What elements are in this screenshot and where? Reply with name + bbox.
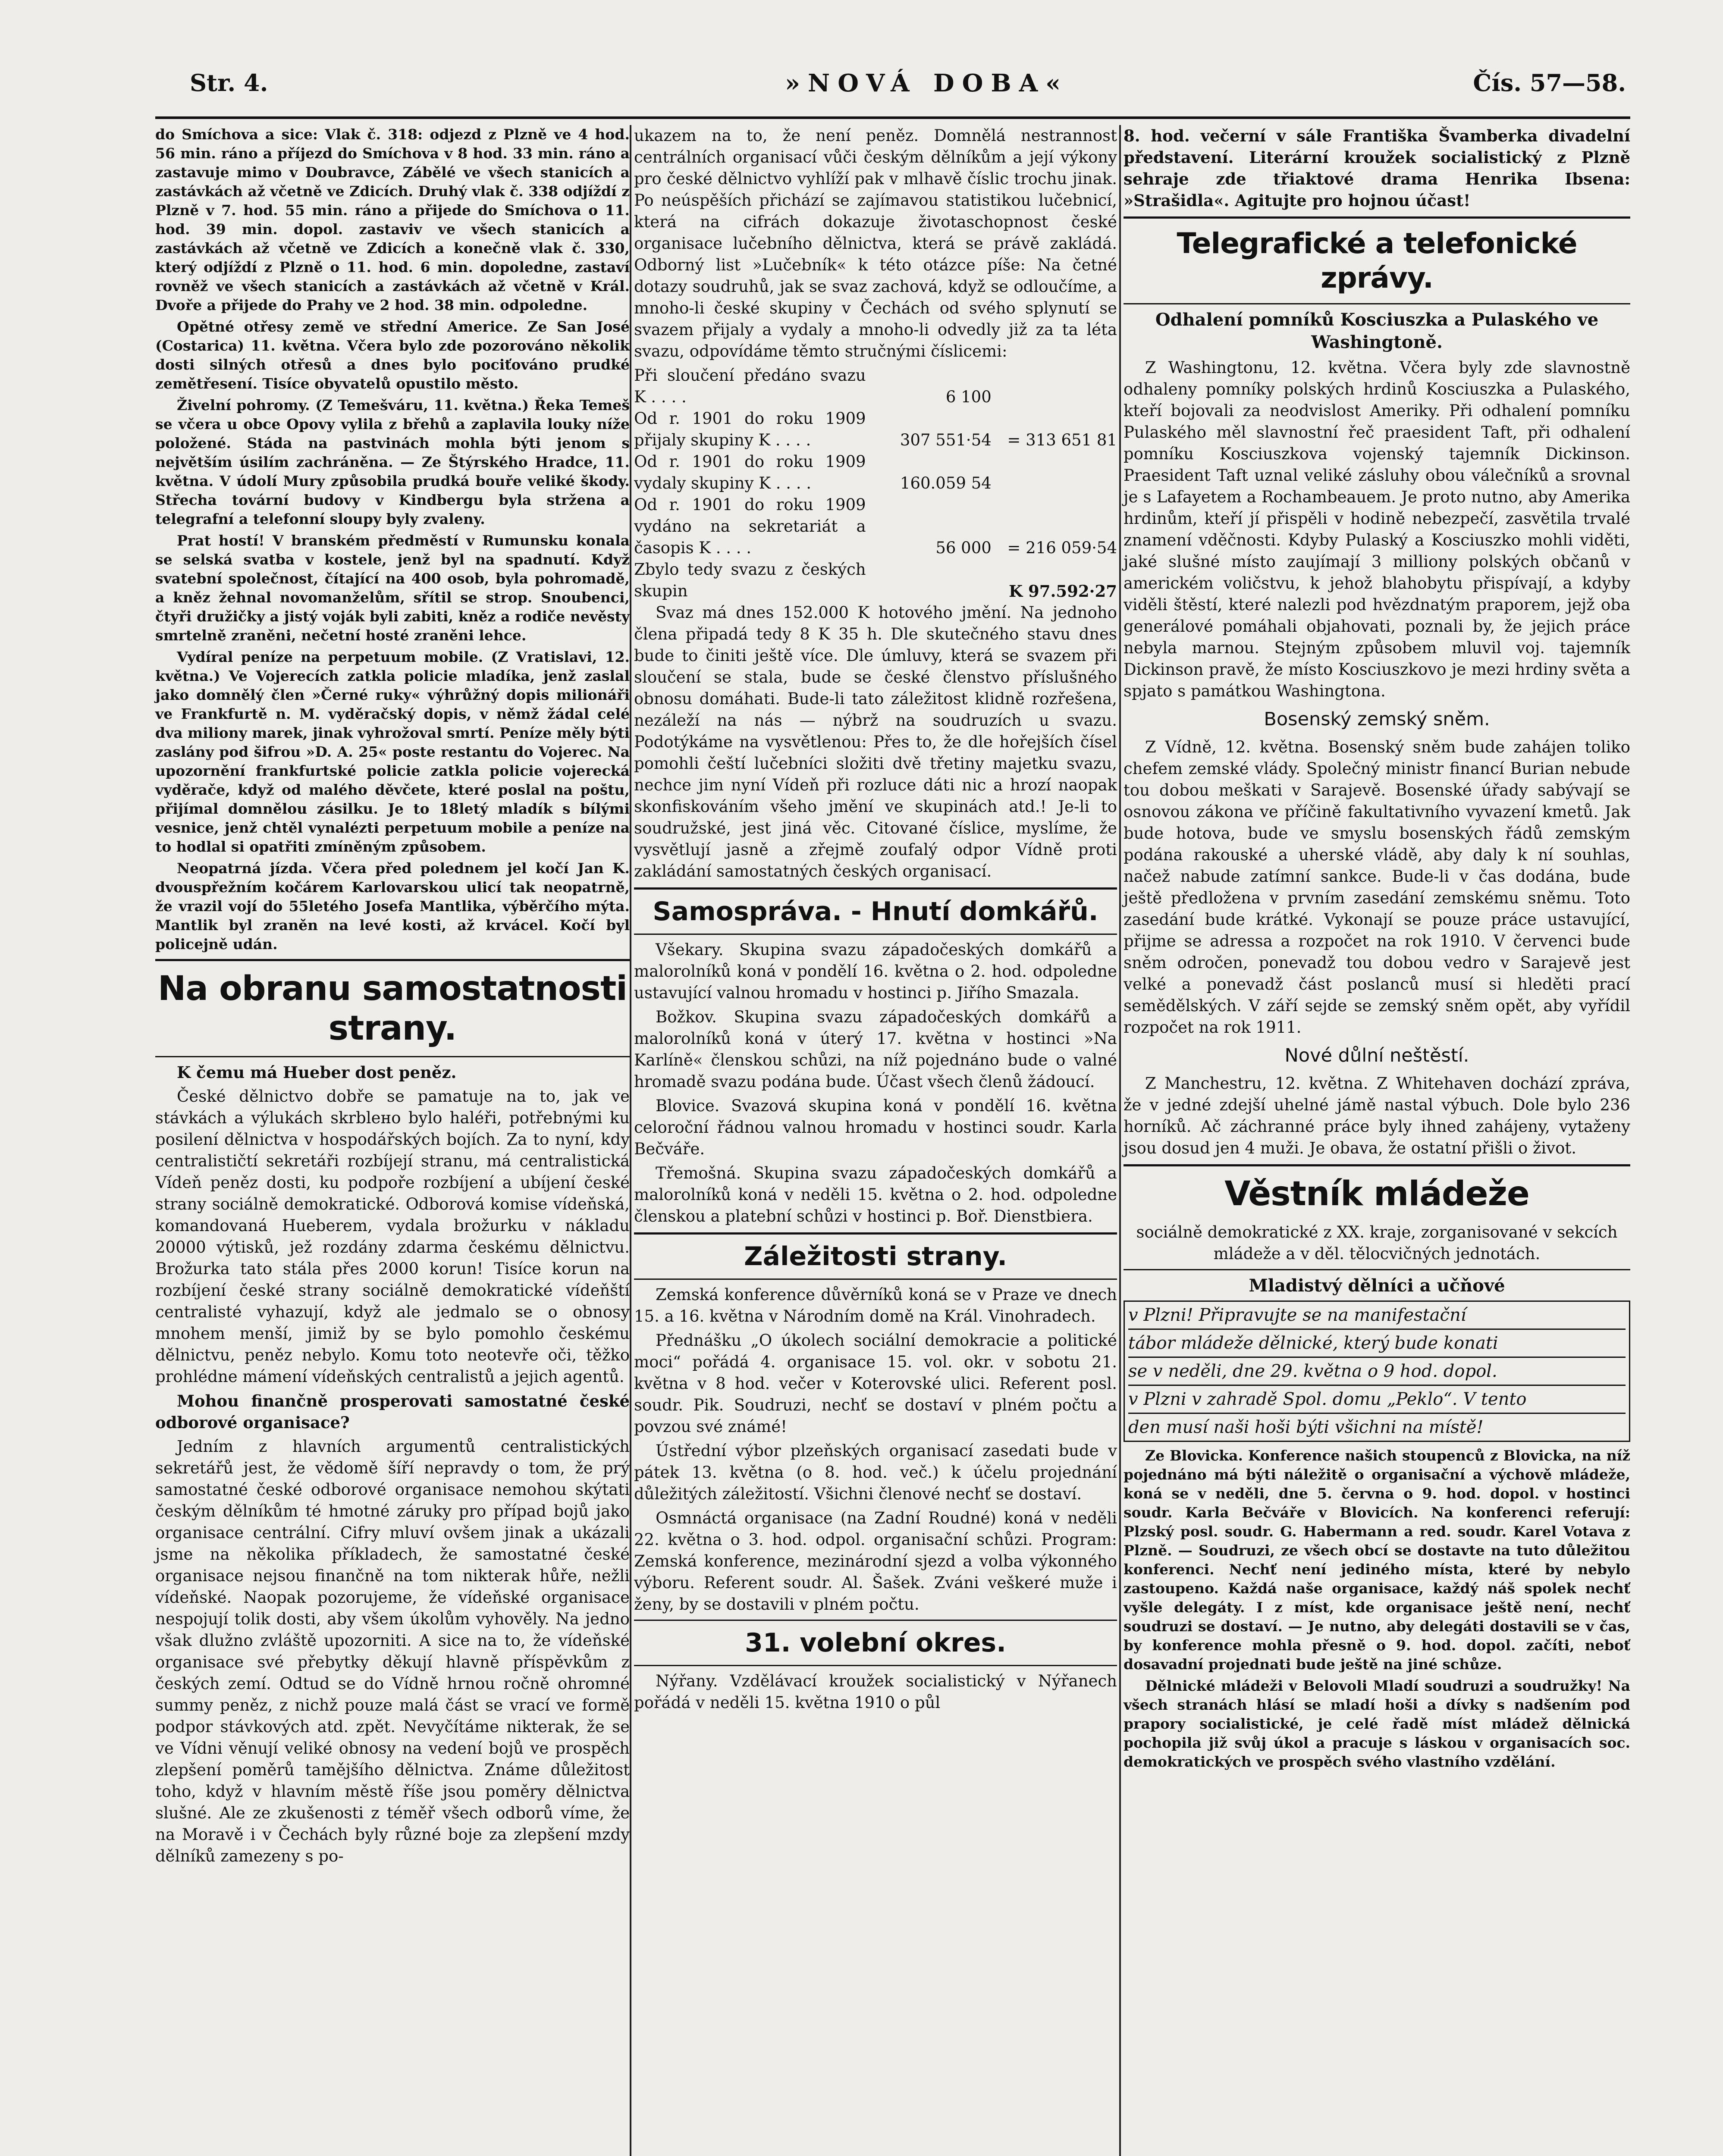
youth-blovice: Ze Blovicka. Konference našich stoupenců z Blovicka, na níž pojednáno má býti náležitě o organisační a výchově mládeže, koná se v neděli, dne 5. června o 9. hod. dopol. v hostinci soudr. Karla Bečváře v Blovicích. Na konferenci referují: Plzský posl. soudr. G. Habermann a red. soudr. Karel Votava z Plzně. — Soudruzi, ze všech obcí se dostavte na tuto důležitou konferenci. Nechť není jediného místa, které by nebylo zastoupeno. Každá naše organisace, každý náš spolek nechť vyšle delegáty. I z míst, kde organisace ještě není, nechť soudruzi se dostaví. — Je nutno, aby delegáti dostavili se v čas, by konference mohla přesně o 9. hod. dopol. začíti, neboť dosavadní projednati bude ještě na jiné schůze. xyxy=(1124,1447,1630,1673)
issue-number: Čís. 57—58. xyxy=(1473,69,1626,97)
lucebnik-after: Svaz má dnes 152.000 K hotového jmění. Na jednoho člena připadá tedy 8 K 35 h. Dle skutečného stavu dnes bude to činiti ještě více. Dle úmluvy, která se svazem při sloučení se stala, bude se české členstvo příslušného obnosu domáhati. Bude-li tato záležitost klidně rozřešena, nezáleží na nás — nýbrž na soudruzích u svazu. Podotýkáme na vysvětlenou: Přes to, že dle hořejších čísel pomohli čeští lučebníci složiti dvě třetiny majetku svazu, nechce jim nyní Vídeň při rozluce dáti nic a hrozí naopak skonfiskováním všeho jmění ve skupinách atd.! Je-li to soudružské, jest jiná věc. Citované číslice, myslíme, že vysvětlují jasně a zřejmě zoufalý odpor Vídně proti zakládání samostatných českých organisací. xyxy=(634,603,1117,881)
section-rule xyxy=(1124,1269,1630,1270)
table-row: Od r. 1901 do roku 1909 vydaly skupiny K . . . . 160.059 54 xyxy=(634,452,992,492)
section-rule xyxy=(634,1665,1117,1666)
notice-tremosna: Třemošná. Skupina svazu západočeských domkářů a malorolníků koná v neděli 15. května o 2. hod. odpoledne členskou a platební schůzi v hostinci p. Boř. Dienstbiera. xyxy=(634,1164,1117,1225)
youth-box-line: v Plzni v zahradě Spol. domu „Peklo“. V tento xyxy=(1128,1386,1626,1414)
page-header xyxy=(190,69,1626,103)
stats-table xyxy=(634,365,1117,602)
notice-blovice: Blovice. Svazová skupina koná v pondělí 16. května celoroční řádnou valnou hromadu v hostinci soudr. Karla Bečváře. xyxy=(634,1097,1117,1158)
youth-box-line: den musí naši hoši býti všichni na místě! xyxy=(1128,1417,1484,1437)
hueber-text: České dělnictvo dobře se pamatuje na to, jak ve stávkách a výlukách skrblено bylo haléři, potřebnými ku posilení dělnictva v hospodářských bojích. Za to nyní, kdy centralističtí sekretáři rozbíjejí stranu, má centralistická Vídeň peněz dosti, ku podpoře rozbíjení a ubíjení české strany sociálně demokratické. Odborová komise vídeňská, komandovaná Hueberem, vydala brožurku v nákladu 20000 výtisků, jež rozdány zdarma českému dělnictvu. Brožurka tato stála přes 2000 korun! Tisíce korun na rozbíjení české strany sociálně demokratické vídeňští centralisté vyhazují, když ale jedmalo se o obnosy mnohem menší, jimiž by se bylo pomohlo českému dělnictvu, peněz nebylo. Komu toto neotevře oči, těžko prohlédne mámení vídeňských centralistů a jejich agentů. xyxy=(155,1087,630,1386)
news-vienna: Z Vídně, 12. května. Bosenský sněm bude zahájen toliko chefem zemské vlády. Společný ministr financí Burian nebude tou dobou meškati v Sarajevě. Bosenské úřady sabývají se osnovou zákona ve příčině fakultativního vyvazení kmetů. Jak bude hotova, bude ve smyslu bosenských řádů zemským podána rakouské a uherské vládě, aby daly k ní souhlas, načež nabude zatímní sankce. Bude-li v čas dodána, bude ještě předložena v prvním zasedání zemskému sněmu. Toto zasedání bude krátké. Vykonají se pouze práce ustavující, přijme se adressa a rozpočet na rok 1910. V červenci bude sněm odročen, ponevadž tou dobou vedro v Sarajevě jest velké a ponevadž část poslanců musí si hleděti prací semědělských. V září sejde se zemský sněm opět, aby vyřídil rozpočet na rok 1911. xyxy=(1124,738,1630,1037)
newspaper-title: »NOVÁ DOBA« xyxy=(785,69,1069,97)
table-row: Zbylo tedy svazu z českých skupin K 97.592·27 xyxy=(634,560,1117,601)
article-ride: Neopatrná jízda. Včera před polednem jel kočí Jan K. dvouspřežním kočárem Karlovarskou ulicí tak neopatrně, že vrazil vojí do 55letého Josefa Mantlika, výběrčího mýta. Mantlik byl zraněn na levé kosti, až krvácel. Kočí byl policejně udán. xyxy=(155,860,630,953)
section-rule xyxy=(634,934,1117,935)
header-rule xyxy=(155,116,1630,119)
article-wedding: Prat hostí! V branském předměstí v Rumunsku konala se selská svatba v kostele, jenž byl na spadnutí. Když svatební společnost, čítající na 400 osob, byla pohromadě, a kněz žehnal novomanželům, sřítil se strop. Snoubenci, čtyři družičky a jistý voják byli zabiti, kněz a rodiče nevěsty smrtelně zraněni, nečetní hosté zraněni lehce. xyxy=(155,532,630,644)
notice-lecture: Přednášku „O úkolech sociální demokracie a politické moci“ pořádá 4. organisace 15. vol. okr. v sobotu 21. května v 8 hod. večer v Koterovské ulici. Referent posl. soudr. Pik. Soudruzi, nechť se dostaví v plném počtu a povzou své známé! xyxy=(634,1331,1117,1436)
table-row: Od r. 1901 do roku 1909 vydáno na sekretariát a časopis K . . . . 56 000 = 216 059·54 xyxy=(634,495,1117,557)
heading-youth: Věstník mládeže xyxy=(1224,1175,1529,1213)
page-number: Str. 4. xyxy=(190,69,268,97)
notice-nyrany-cont: 8. hod. večerní v sále Františka Švamberka divadelní představení. Literární kroužek socialistický z Plzně sehraje zde třiaktové drama Henrika Ibsena: »Strašidla«. Agitujte pro hojnou účast! xyxy=(1124,126,1630,210)
section-rule xyxy=(634,1279,1117,1280)
section-rule xyxy=(634,887,1117,890)
section-rule xyxy=(155,1056,630,1057)
finance-text: Jedním z hlavních argumentů centralistických sekretářů jest, že vědomě šíří nepravdy o tom, že prý samostatné české odborové organisace nemohou skýtati českým dělníkům té hmotné záruky pro případ bojů jako organisace centrální. Cifry mluví ovšem jinak a ukázali jsme na několika příkladech, že samostatné české organisace nejsou finančně na tom nikterak hůře, nežli vídeňské. Naopak pozorujeme, že vídeňské organisace nespojují tolik dosti, aby všem úkolům vyhověly. Na jedno však dlužno zvláště upozorniti. A sice na to, že vídeňské organisace své přebytky děkují hlavně příspěvkům z českých zemí. Odtud se do Vídně hrnou ročně ohromné summy peněz, z nichž pouze malá část se vrací ve formě podpor stávkových atd. zpět. Nevyčítáme nikterak, že se ve Vídni věnují veliké obnosy na vedení bojů ve prospěch zlepšení poměrů tamějšího dělnictva. Známe důležitost toho, když v hlavním městě říše jsou poměry dělnictva slušné. Ale ze zkušenosti z téměř všech odborů víme, že na Moravě i v Čechách byly různé boje za zlepšení mzdy dělníků zamezeny s po- xyxy=(155,1437,630,1865)
section-rule xyxy=(634,1232,1117,1235)
section-rule xyxy=(1124,1164,1630,1166)
notice-osmnacta: Osmnáctá organisace (na Zadní Roudné) koná v neděli 22. května o 3. hod. odpol. organisační schůzi. Program: Zemská konference, mezinárodní sjezd a volba výkonného výboru. Referent soudr. Al. Šašek. Zváni veškeré muže i ženy, by se dostavili v plném počtu. xyxy=(634,1509,1117,1614)
section-rule xyxy=(1124,303,1630,304)
finance-title: Mohou finančně prosperovati samostatné české odborové organisace? xyxy=(155,1391,630,1432)
table-row: Od r. 1901 do roku 1909 přijaly skupiny K . . . . 307 551·54 = 313 651 81 xyxy=(634,409,1117,449)
youth-box-line: v Plzni! Připravujte se na manifestační xyxy=(1128,1302,1626,1330)
table-row: Při sloučení předáno svazu K . . . . 6 100 xyxy=(634,366,992,406)
subheading-bosnia: Bosenský zemský sněm. xyxy=(1264,708,1490,730)
heading-district: 31. volební okres. xyxy=(745,1628,1006,1658)
notice-committee: Ústřední výbor plzeňských organisací zasedati bude v pátek 13. května (o 8. hod. več.) k účelu projednání důležitých záležitostí. Všichni členové nechť se dostaví. xyxy=(634,1442,1117,1503)
hueber-title: K čemu má Hueber dost peněz. xyxy=(177,1063,457,1082)
youth-box-line: tábor mládeže dělnické, který bude konati xyxy=(1128,1330,1626,1358)
column-divider xyxy=(1119,125,1121,2156)
article-quake: Opětné otřesy země ve střední Americe. Ze San José (Costarica) 11. května. Včera bylo zde pozorováno několik dosti silných otřesů a dnes bylo pociťováno prudké zemětřesení. Tisíce obyvatelů opustilo město. xyxy=(155,318,630,392)
notice-vsekary: Všekary. Skupina svazu západočeských domkářů a malorolníků koná v pondělí 16. května o 2. hod. odpoledne ustavující valnou hromadu v hostinci p. Jiřího Smazala. xyxy=(634,940,1117,1002)
article-floods: Živelní pohromy. (Z Temešváru, 11. května.) Řeka Temeš se včera u obce Opovy vylila z břehů a zaplavila louky níže položené. Stáda na pastvinách mohla býti jenom s největším úsilím zachráněna. — Ze Štýrského Hradce, 11. května. V údolí Mury způsobila prudká bouře veliké škody. Střecha tovární budovy v Kindbergu byla stržena a telegrafní a telefonní sloupy byly zvaleny. xyxy=(155,397,630,527)
youth-title: Mladistvý dělníci a učňové xyxy=(1249,1275,1505,1296)
lucebnik-intro: ukazem na to, že není peněz. Domnělá nestrannost centrálních organisací vůči českým dělníkům a její výkony pro české dělnictvo vyhlíží pak v mlhavě číslic trochu jinak. Po neúspěších přichází se zajímavou statistikou lučebnicí, která na cifrách dokazuje životaschopnost české organisace lučebního dělnictva, která se právě zakládá. Odborný list »Lučebník« k této otázce píše: Na četné dotazy soudruhů, jak se svaz zachová, když se odloučíme, a mnoho-li české skupiny v Čechách od svého splynutí se svazem přijaly a vydaly a mnoho-li odvedly již za ta léta svazu, odpovídáme těmto stručnými číslicemi: xyxy=(634,126,1117,360)
column-3 xyxy=(1124,125,1630,1774)
youth-announcement-box xyxy=(1124,1300,1630,1442)
heading-self-government: Samospráva. - Hnutí domkářů. xyxy=(653,896,1098,927)
notice-nyrany: Nýřany. Vzdělávací kroužek socialistický v Nýřanech pořádá v neděli 15. května 1910 o půl xyxy=(634,1672,1117,1712)
news-manchester: Z Manchestru, 12. května. Z Whitehaven dochází zpráva, že v jedné zdejší uhelné jámě nastal výbuch. Dole bylo 236 horníků. Ač záchranné práce byly ihned zahájeny, vytaženy jsou dosud jen 4 muži. Je obava, že ostatní přišli o život. xyxy=(1124,1074,1630,1157)
heading-defense: Na obranu samostatnosti strany. xyxy=(158,969,627,1048)
column-divider xyxy=(630,125,631,2156)
section-rule xyxy=(1124,216,1630,219)
column-1 xyxy=(155,125,630,1870)
section-rule xyxy=(155,959,630,961)
news-washington: Z Washingtonu, 12. května. Včera byly zde slavnostně odhaleny pomníky polských hrdinů Kosciuszka a Pulaského, kteří bojovali za neodvislost Ameriky. Při odhalení pomníku Pulaského měl slavnostní řeč praesident Taft, při odhalení pomníku Kosciuszkova vojenský tajemník Dickinson. Praesident Taft uznal veliké zásluhy obou válečníků a srovnal je s Lafayetem a Rochambeauem. Je proto nutno, aby Amerika hrdinům, kteří jí přispěli v hodině nebezpečí, zasvětila trvalé znamení vděčnosti. Kdyby Pulaský a Kosciuszko mohli viděti, jaké slušné místo zaujímají 3 milliony polských občanů v americkém voličstvu, k jehož blahobytu přispívají, a kdyby viděli štěstí, které nalezli pod hvězdnatým praporem, jejž oba generálové pomáhali objahovati, poznali by, že jejich práce nebyla marnou. Stejným způsobem mluvil voj. tajemník Dickinson pravě, že místo Kosciuszkovo je mezi hrdiny světa a spjato s památkou Washingtona. xyxy=(1124,358,1630,700)
section-rule xyxy=(634,1620,1117,1621)
article-trains: do Smíchova a sice: Vlak č. 318: odjezd z Plzně ve 4 hod. 56 min. ráno a příjezd do Smíchova v 8 hod. 33 min. ráno a zastavuje mimo v Doubravce, Zábělé ve všech stanicích a zastávkách až včetně ve Zdicích. Druhý vlak č. 338 odjíždí z Plzně v 7. hod. 55 min. ráno a přijede do Smíchova o 11. hod. 39 min. dopol. zastaviv ve všech stanicích a zastávkách až včetně ve Zdicích a konečně vlak č. 330, který odjíždí z Plzně o 11. hod. 6 min. dopoledne, zastaví rovněž ve všech stanicích a zastávkách až včetně v Král. Dvoře a přijede do Prahy ve 2 hod. 38 min. odpoledne. xyxy=(155,126,630,313)
notice-bozkov: Božkov. Skupina svazu západočeských domkářů a malorolníků koná v úterý 17. května v hostinci »Na Karlíně« členskou schůzi, na níž pojednáno bude o valné hromadě svazu podána bude. Účast všech členů žádoucí. xyxy=(634,1008,1117,1091)
column-2 xyxy=(634,125,1117,1716)
notice-conference: Zemská konference důvěrníků koná se v Praze ve dnech 15. a 16. května v Národním domě na Král. Vinohradech. xyxy=(634,1285,1117,1326)
youth-belovo: Dělnické mládeži v Belovoli Mladí soudruzi a soudružky! Na všech stranách hlásí se mladí hoši a dívky s nadšením pod prapory socialistické, je celé řadě míst mládež dělnická pochopila již svůj úkol a pracuje s láskou v organisacích soc. demokratických ve prospěch svého vlastního vzdělání. xyxy=(1124,1677,1630,1770)
subheading-mine: Nové důlní neštěstí. xyxy=(1284,1045,1469,1066)
youth-subtitle: sociálně demokratické z XX. kraje, zorganisované v sekcích mládeže a v děl. tělocvičných jednotách. xyxy=(1136,1223,1618,1263)
heading-party-affairs: Záležitosti strany. xyxy=(744,1241,1007,1272)
subheading-monument: Odhalení pomníků Kosciuszka a Pulaského ve Washingtoně. xyxy=(1155,310,1599,352)
article-perpetuum: Vydíral peníze na perpetuum mobile. (Z Vratislavi, 12. května.) Ve Vojerecích zatkla policie mladíka, jenž zaslal jako domnělý člen »Černé ruky« výhrůžný dopis milionáři ve Frankfurtě n. M. vyděračský dopis, v němž žádal celé dva miliony marek, jinak vyhrožoval smrtí. Peníze měly býti zaslány pod šifrou »D. A. 25« poste restantu do Vojerec. Na upozornění frankfurtské policie zatkla policie vojerecká vyděrače, když od malého děvčete, které poslal na poštu, přijímal domnělou zásilku. Je to 18letý mladík s bílými vesnice, jenž chtěl vynalézti perpetuum mobile a peníze na to hodlal si opatřiti zmíněným způsobem. xyxy=(155,649,630,855)
youth-box-line: se v neděli, dne 29. května o 9 hod. dopol. xyxy=(1128,1358,1626,1386)
heading-telegraph: Telegrafické a telefonické zprávy. xyxy=(1177,227,1577,295)
